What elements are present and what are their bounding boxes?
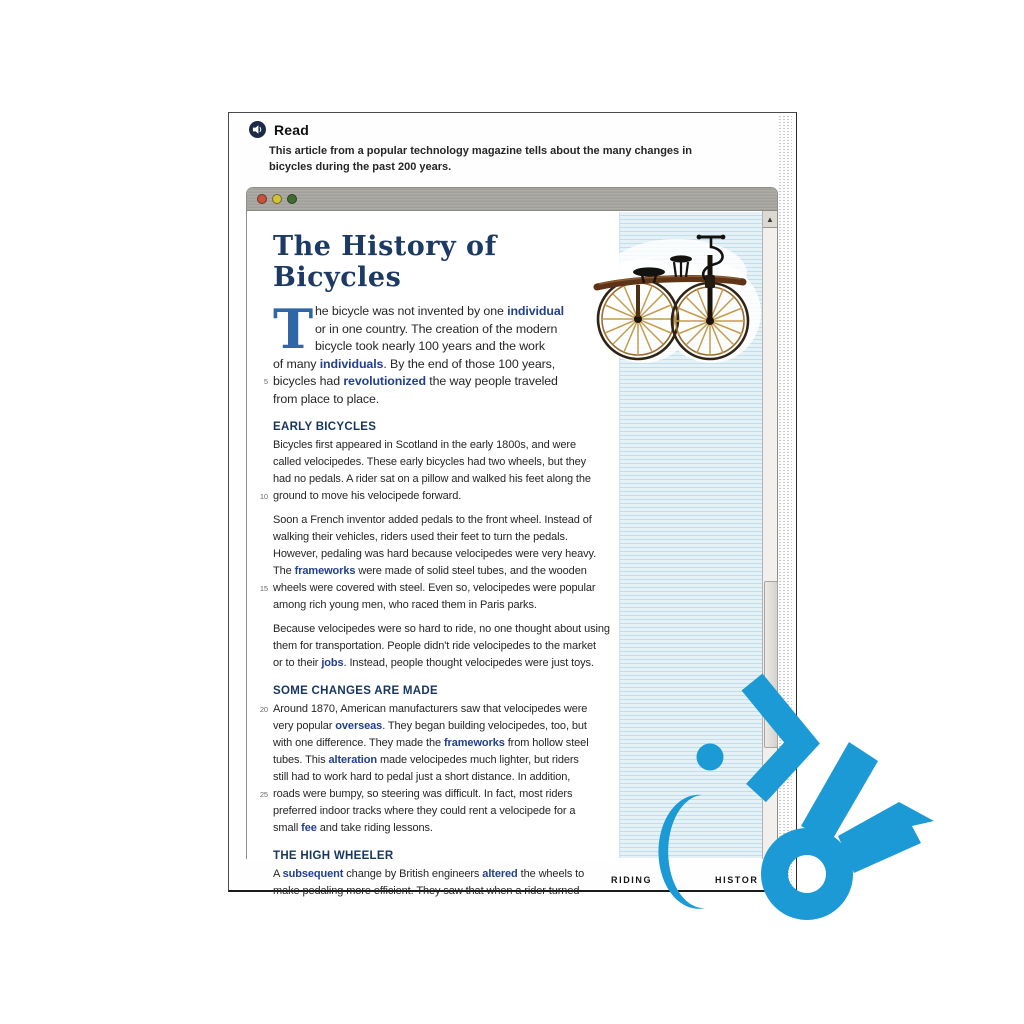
text-line: bicycle took nearly 100 years and the work — [315, 339, 545, 353]
footer-text-right: HISTOR — [715, 875, 759, 885]
paragraph — [273, 866, 627, 900]
section-heading: THE HIGH WHEELER — [273, 850, 394, 862]
article-title: The History of Bicycles — [273, 231, 497, 293]
logo-tail — [838, 802, 934, 873]
close-button[interactable] — [257, 194, 267, 204]
logo-chevron — [752, 682, 802, 793]
text-line: walking their vehicles, riders used their feet to turn the pedals. — [273, 531, 568, 543]
text-line: had no pedals. A rider sat on a pillow and walked his feet along the — [273, 473, 591, 485]
footer-text-left: RIDING — [611, 875, 653, 885]
vocab-term: overseas — [335, 720, 383, 732]
vocab-term: fee — [301, 822, 317, 834]
scroll-up-icon: ▲ — [766, 214, 774, 224]
paragraph — [259, 701, 627, 837]
speaker-icon — [252, 124, 263, 135]
text-line: However, pedaling was hard because velocipedes were very heavy. — [273, 548, 597, 560]
read-header — [249, 121, 779, 175]
vocab-term: individual — [507, 304, 564, 318]
text-line: or in one country. The creation of the modern — [315, 321, 558, 336]
minimize-button[interactable] — [272, 194, 282, 204]
text-line: 5 bicycles had revolutionized the way people traveled — [273, 373, 627, 391]
text-line: or to their jobs. Instead, people thought velocipedes were just toys. — [273, 657, 594, 669]
text-line: still had to work hard to pedal just a short distance. In addition, — [273, 771, 571, 783]
read-label: Read — [274, 121, 310, 138]
text-line: The frameworks were made of solid steel tubes, and the wooden — [273, 565, 587, 577]
text-line: he bicycle was not invented by one individual — [315, 304, 564, 318]
text-line: 15 wheels were covered with steel. Even so, velocipedes were popular — [273, 580, 627, 597]
intro-paragraph — [263, 297, 627, 408]
logo-ring — [761, 828, 853, 920]
text-line: Soon a French inventor added pedals to the front wheel. Instead of — [273, 514, 592, 526]
text-line: Because velocipedes were so hard to ride, no one thought about using — [273, 623, 610, 635]
vocab-term: frameworks — [294, 565, 356, 577]
text-line: them for transportation. People didn't ride velocipedes to the market — [273, 640, 596, 652]
line-number: 15 — [259, 584, 268, 593]
vocab-term: individuals — [319, 356, 384, 371]
line-number: 25 — [259, 790, 268, 799]
paragraph — [273, 621, 627, 672]
text-line: very popular overseas. They began building velocipedes, too, but — [273, 720, 587, 732]
text-line: among rich young men, who raced them in Paris parks. — [273, 599, 537, 611]
text-line: 25 roads were bumpy, so steering was difficult. In fact, most riders — [273, 786, 627, 803]
article-body — [259, 297, 627, 900]
text-line: of many individuals. By the end of those 100 years, — [273, 356, 556, 371]
text-line: 20 Around 1870, American manufacturers saw that velocipedes were — [273, 701, 627, 718]
text-line: from place to place. — [273, 391, 380, 406]
logo-dot — [697, 744, 724, 771]
vocab-term: jobs — [321, 657, 344, 669]
read-instructions — [269, 143, 779, 175]
logo-watermark — [618, 642, 963, 1002]
paragraph — [259, 437, 627, 505]
text-line: small fee and take riding lessons. — [273, 822, 433, 834]
instruction-line: This article from a popular technology magazine tells about the many changes in — [269, 145, 692, 157]
text-line: 10 ground to move his velocipede forward. — [273, 488, 627, 505]
text-line: called velocipedes. These early bicycles had two wheels, but they — [273, 456, 587, 468]
vocab-term: frameworks — [443, 737, 505, 749]
line-number: 10 — [259, 492, 268, 501]
vocab-term: revolutionized — [343, 374, 426, 388]
vocab-term: altered — [482, 868, 518, 880]
vocab-term: alteration — [328, 754, 377, 766]
scroll-up-button[interactable] — [763, 211, 777, 228]
text-line: tubes. This alteration made velocipedes much lighter, but riders — [273, 754, 579, 766]
text-line: A subsequent change by British engineers altered the wheels to — [273, 868, 585, 880]
window-titlebar[interactable] — [247, 188, 777, 211]
logo-crescent — [658, 795, 705, 909]
line-number: 5 — [263, 377, 268, 386]
paragraph — [259, 512, 627, 614]
text-line: with one difference. They made the frameworks from hollow steel — [273, 737, 589, 749]
text-line: preferred indoor tracks where they could rent a velocipede for a — [273, 805, 576, 817]
text-line: make pedaling more efficient. They saw that when a rider turned — [273, 885, 580, 897]
instruction-line: bicycles during the past 200 years. — [269, 161, 452, 173]
section-heading: SOME CHANGES ARE MADE — [273, 685, 438, 697]
article — [259, 231, 627, 907]
section-heading: EARLY BICYCLES — [273, 421, 377, 433]
drop-cap: T — [273, 297, 314, 361]
zoom-button[interactable] — [287, 194, 297, 204]
text-line: Bicycles first appeared in Scotland in the early 1800s, and were — [273, 439, 576, 451]
read-audio-icon[interactable] — [249, 121, 266, 138]
vocab-term: subsequent — [282, 868, 344, 880]
line-number: 20 — [259, 705, 268, 714]
